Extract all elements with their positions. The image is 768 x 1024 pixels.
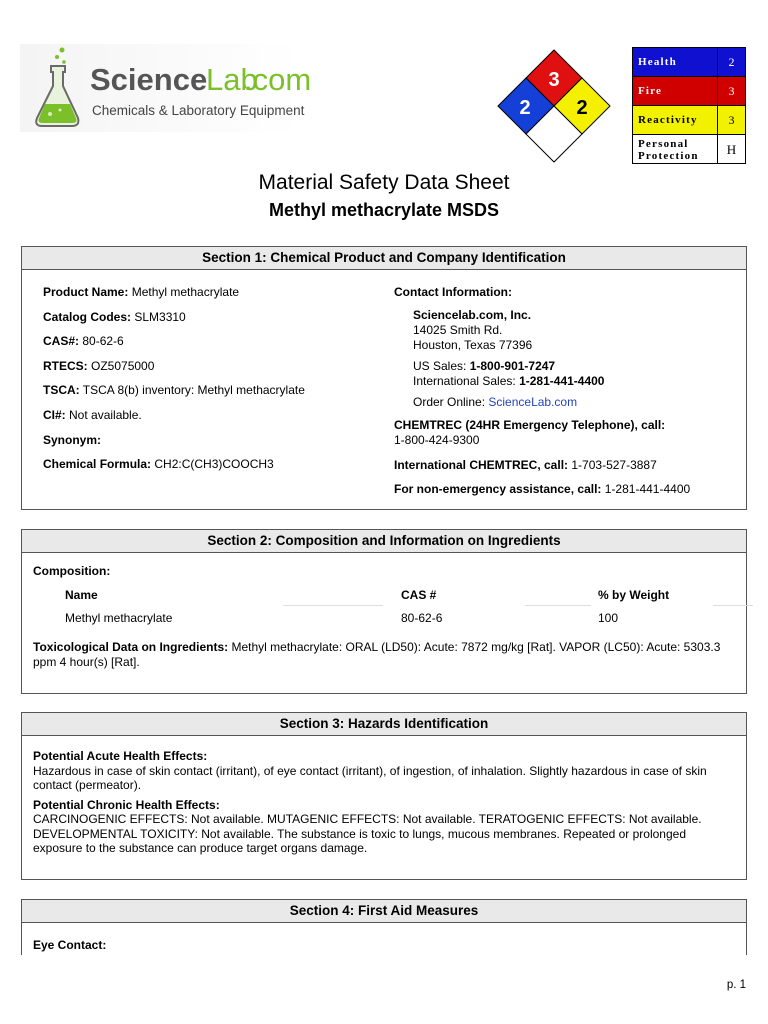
hmis-reactivity-value: 3 <box>718 106 746 135</box>
intl-sales-phone: 1-281-441-4400 <box>519 374 605 388</box>
hmis-reactivity-row <box>633 106 746 135</box>
chemtrec-label: CHEMTREC (24HR Emergency Telephone), call: <box>394 418 666 432</box>
field-label: RTECS: <box>43 358 88 373</box>
product-name-field <box>43 285 383 310</box>
hmis-health-value: 2 <box>718 48 746 77</box>
field-value: TSCA 8(b) inventory: Methyl methacrylate <box>82 383 305 398</box>
section-3-heading: Section 3: Hazards Identification <box>22 713 746 736</box>
nfpa-health-value: 2 <box>519 97 531 119</box>
field-value: 80-62-6 <box>82 334 124 349</box>
hmis-health-row <box>633 48 746 77</box>
section-1-identification <box>21 246 747 510</box>
composition-label: Composition: <box>33 564 111 578</box>
logo-tagline: Chemicals & Laboratory Equipment <box>92 103 305 118</box>
hmis-reactivity-label: Reactivity <box>633 106 718 135</box>
hmis-protection-label-line2: Protection <box>638 149 699 162</box>
document-title: Material Safety Data Sheet <box>258 171 510 194</box>
field-value: SLM3310 <box>134 309 186 324</box>
tsca-field <box>43 383 383 408</box>
column-header-cas: CAS # <box>401 588 437 602</box>
international-sales <box>394 374 739 389</box>
section-4-first-aid <box>21 899 747 955</box>
intl-sales-label: International Sales: <box>413 374 516 388</box>
field-value: Methyl methacrylate <box>131 285 240 299</box>
cell-cas: 80-62-6 <box>401 611 443 625</box>
nfpa-diamond <box>498 48 610 164</box>
toxicological-data <box>33 640 735 669</box>
contact-information <box>394 285 739 497</box>
name-column <box>65 584 172 629</box>
table-rule <box>283 605 383 606</box>
field-label: Catalog Codes: <box>43 309 132 324</box>
chemical-formula-field <box>43 457 383 482</box>
contact-heading: Contact Information: <box>394 285 512 299</box>
hmis-protection-label-line1: Personal <box>638 137 689 150</box>
acute-effects-label: Potential Acute Health Effects: <box>33 749 208 763</box>
field-value: CH2:C(CH3)COOCH3 <box>154 457 274 472</box>
section-1-heading: Section 1: Chemical Product and Company Identification <box>22 247 746 270</box>
field-label: CAS#: <box>43 334 80 349</box>
table-rule <box>525 605 591 606</box>
field-label: CI#: <box>43 407 66 422</box>
hmis-protection-label <box>633 135 718 164</box>
rtecs-field <box>43 359 383 384</box>
column-header-name: Name <box>65 588 98 602</box>
synonym-field <box>43 433 383 458</box>
company-name: Sciencelab.com, Inc. <box>413 308 532 322</box>
cas-column <box>401 584 442 629</box>
section-4-heading: Section 4: First Aid Measures <box>22 900 746 923</box>
cell-name: Methyl methacrylate <box>65 611 173 625</box>
hmis-fire-label: Fire <box>633 77 718 106</box>
order-online <box>394 395 739 410</box>
field-label: Chemical Formula: <box>43 457 152 472</box>
non-emergency-phone: 1-281-441-4400 <box>604 482 691 496</box>
tox-text: Methyl methacrylate: ORAL (LD50): Acute: 7872 mg/kg [Rat]. VAPOR (LC50): Acute: 5303.3 ppm 4 hour(s) [Rat]. <box>33 640 721 669</box>
intl-chemtrec-label: International CHEMTREC, call: <box>394 458 569 472</box>
non-emergency-label: For non-emergency assistance, call: <box>394 482 602 496</box>
field-value: Not available. <box>69 407 142 422</box>
sciencelab-logo <box>20 44 312 132</box>
composition-table <box>33 584 735 634</box>
chronic-effects-text: CARCINOGENIC EFFECTS: Not available. MUTAGENIC EFFECTS: Not available. TERATOGENIC EFFECTS: Not available. DEVELOPMENTAL TOXICITY: Not available. The substance is toxic to lungs, mucous membranes. Repeated or prolonged exposure to the substance can produce target organs damage. <box>33 812 702 855</box>
hmis-fire-row <box>633 77 746 106</box>
hmis-fire-value: 3 <box>718 77 746 106</box>
sciencelab-link[interactable]: ScienceLab.com <box>488 395 578 409</box>
address-line-1: 14025 Smith Rd. <box>413 323 503 337</box>
column-header-weight: % by Weight <box>598 588 670 602</box>
hmis-protection-row <box>633 135 746 164</box>
logo-brand-suffix: Lab <box>206 62 258 97</box>
catalog-codes-field <box>43 310 383 335</box>
hmis-health-label: Health <box>633 48 718 77</box>
product-fields <box>43 285 383 482</box>
logo-brand: Science <box>90 62 208 97</box>
table-rule <box>713 605 753 606</box>
international-chemtrec <box>394 458 739 473</box>
cas-field <box>43 334 383 359</box>
us-sales-label: US Sales: <box>413 359 467 373</box>
eye-contact-label: Eye Contact: <box>33 938 107 952</box>
us-sales-phone: 1-800-901-7247 <box>469 359 556 373</box>
nfpa-reactivity-value: 2 <box>576 97 588 119</box>
chronic-effects-label: Potential Chronic Health Effects: <box>33 797 220 812</box>
weight-column <box>598 584 669 629</box>
field-label: TSCA: <box>43 383 80 398</box>
us-sales <box>394 359 739 374</box>
logo-domain: .com <box>244 62 312 97</box>
ci-field <box>43 408 383 433</box>
hmis-rating-table <box>632 47 746 164</box>
intl-chemtrec-phone: 1-703-527-3887 <box>571 458 657 472</box>
nfpa-fire-value: 3 <box>548 69 560 91</box>
document-subtitle: Methyl methacrylate MSDS <box>268 200 500 220</box>
order-online-label: Order Online: <box>413 395 486 409</box>
cell-weight: 100 <box>598 611 619 625</box>
flask-icon <box>20 44 312 132</box>
section-3-hazards <box>21 712 747 880</box>
hmis-protection-value: H <box>718 135 746 164</box>
field-value: OZ5075000 <box>91 358 155 373</box>
page-number: p. 1 <box>726 979 746 991</box>
chemtrec-phone: 1-800-424-9300 <box>394 433 480 447</box>
address-line-2: Houston, Texas 77396 <box>413 338 533 352</box>
acute-effects-text: Hazardous in case of skin contact (irritant), of eye contact (irritant), of ingestion, of inhalation. Slightly hazardous in case of skin contact (permeator). <box>33 763 707 792</box>
field-label: Product Name: <box>43 285 129 299</box>
non-emergency <box>394 482 739 497</box>
field-label: Synonym: <box>43 432 102 447</box>
section-2-composition <box>21 529 747 694</box>
section-2-heading: Section 2: Composition and Information on Ingredients <box>22 530 746 553</box>
tox-label: Toxicological Data on Ingredients: <box>33 640 229 654</box>
